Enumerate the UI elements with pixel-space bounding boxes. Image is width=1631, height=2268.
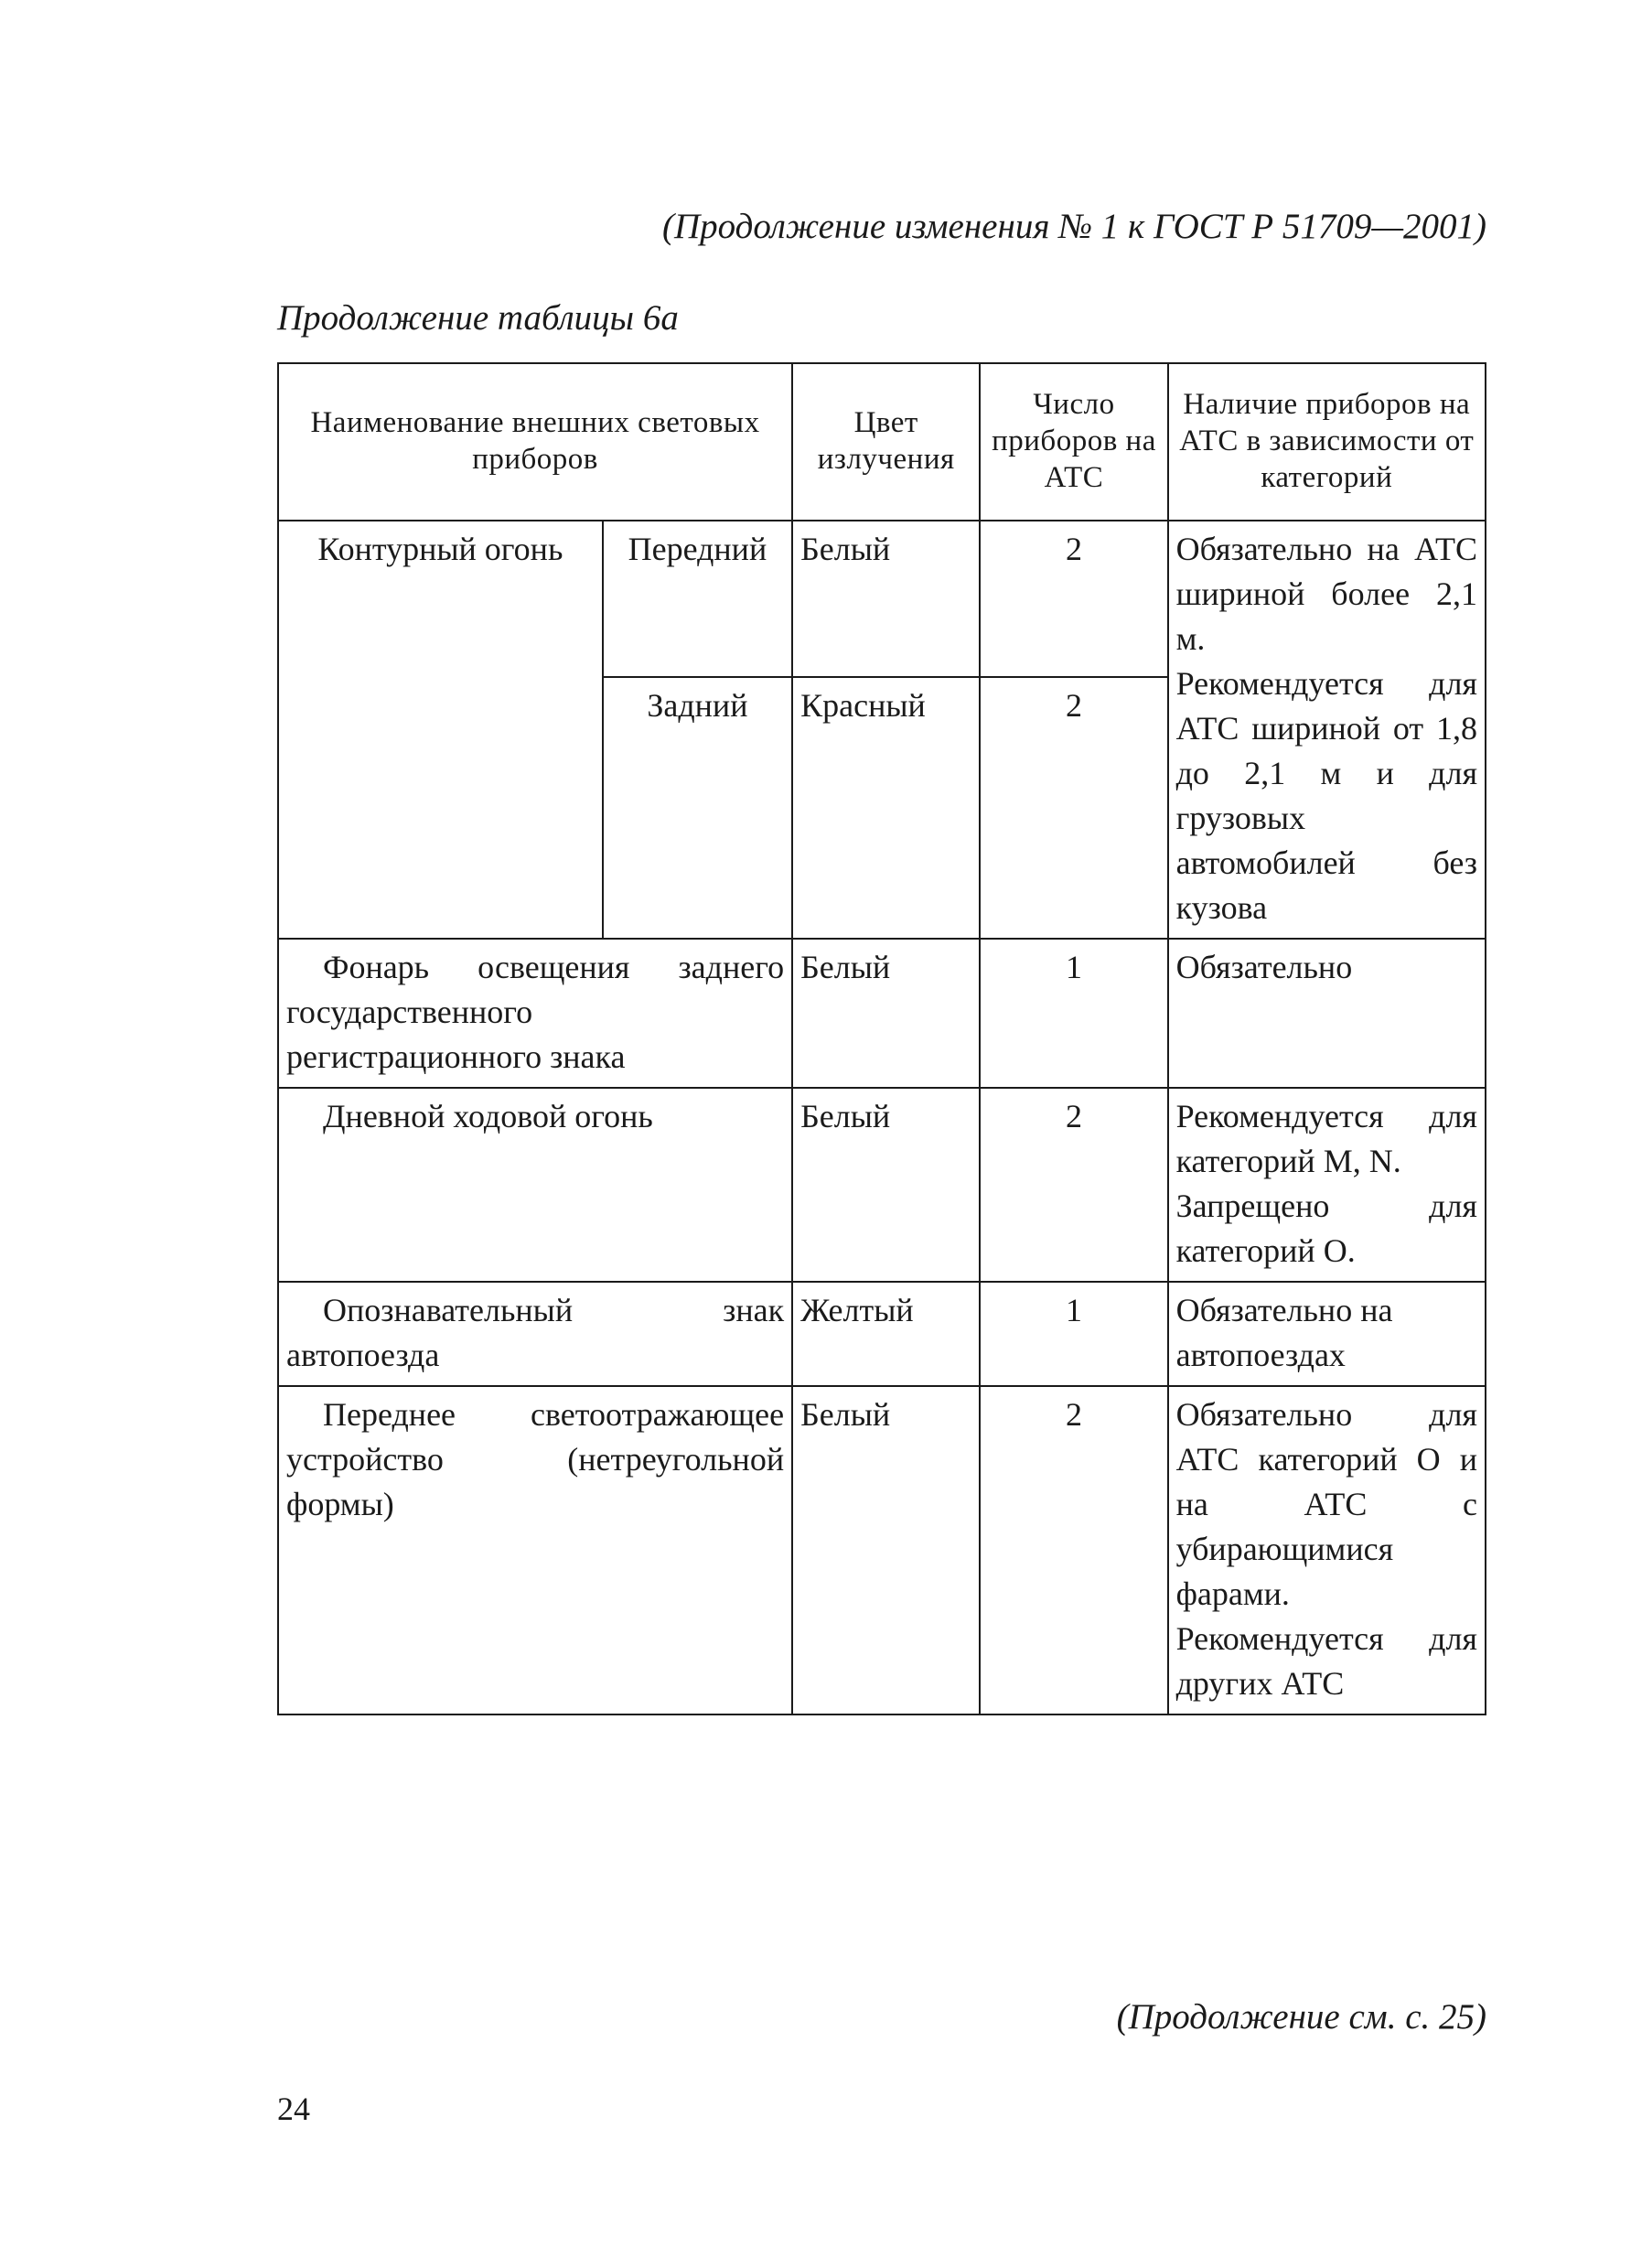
count-cell: 2 <box>980 677 1167 939</box>
availability-text: Обязательно <box>1175 949 1353 985</box>
device-position-cell: Задний <box>603 677 792 939</box>
availability-cell <box>1168 521 1486 939</box>
continuation-note: (Продолжение см. с. 25) <box>1116 1997 1486 2037</box>
page-number: 24 <box>277 2091 310 2127</box>
color-cell: Красный <box>792 677 980 939</box>
color-cell: Белый <box>792 1088 980 1282</box>
table-row <box>278 1282 1486 1386</box>
availability-cell <box>1168 1088 1486 1282</box>
table-row <box>278 1386 1486 1714</box>
table-header-row <box>278 363 1486 521</box>
availability-cell <box>1168 1386 1486 1714</box>
color-cell: Белый <box>792 939 980 1088</box>
device-name-cell: Контурный огонь <box>278 521 603 939</box>
device-position-cell: Передний <box>603 521 792 677</box>
header-reference: (Продолжение изменения № 1 к ГОСТ Р 51709—2001) <box>662 207 1486 246</box>
table-caption: Продолжение таблицы 6а <box>277 298 679 338</box>
availability-text: Обязательно на АТС шириной более 2,1 м. <box>1175 531 1477 657</box>
device-name-cell: Дневной ходовой огонь <box>278 1088 792 1282</box>
availability-text: Запрещено для категорий О. <box>1175 1188 1477 1269</box>
count-cell: 2 <box>980 521 1167 677</box>
header-count: Число приборов на АТС <box>980 363 1167 521</box>
count-cell: 2 <box>980 1386 1167 1714</box>
availability-text: Обязательно на автопоездах <box>1175 1292 1393 1373</box>
header-device-name: Наименование внешних световых приборов <box>278 363 792 521</box>
header-availability: Наличие приборов на АТС в зависимости от категорий <box>1168 363 1486 521</box>
header-color: Цвет излучения <box>792 363 980 521</box>
table-row <box>278 939 1486 1088</box>
lighting-devices-table <box>277 362 1486 1715</box>
table-row <box>278 1088 1486 1282</box>
count-cell: 1 <box>980 939 1167 1088</box>
availability-cell <box>1168 1282 1486 1386</box>
availability-text: Обязательно для АТС категорий О и на АТС с убирающимися фарами. <box>1175 1396 1477 1612</box>
availability-text: Рекомендуется для АТС шириной от 1,8 до 2,1 м и для грузовых автомобилей без кузова <box>1175 665 1477 926</box>
color-cell: Белый <box>792 1386 980 1714</box>
availability-text: Рекомендуется для других АТС <box>1175 1620 1477 1702</box>
device-name-cell: Фонарь освещения заднего государственного регистрационного знака <box>278 939 792 1088</box>
color-cell: Белый <box>792 521 980 677</box>
count-cell: 2 <box>980 1088 1167 1282</box>
device-name-cell: Переднее светоотражающее устройство (нетреугольной формы) <box>278 1386 792 1714</box>
count-cell: 1 <box>980 1282 1167 1386</box>
availability-cell <box>1168 939 1486 1088</box>
color-cell: Желтый <box>792 1282 980 1386</box>
availability-text: Рекомендуется для категорий М, N. <box>1175 1098 1477 1179</box>
table-row <box>278 521 1486 677</box>
device-name-cell: Опознавательный знак автопоезда <box>278 1282 792 1386</box>
